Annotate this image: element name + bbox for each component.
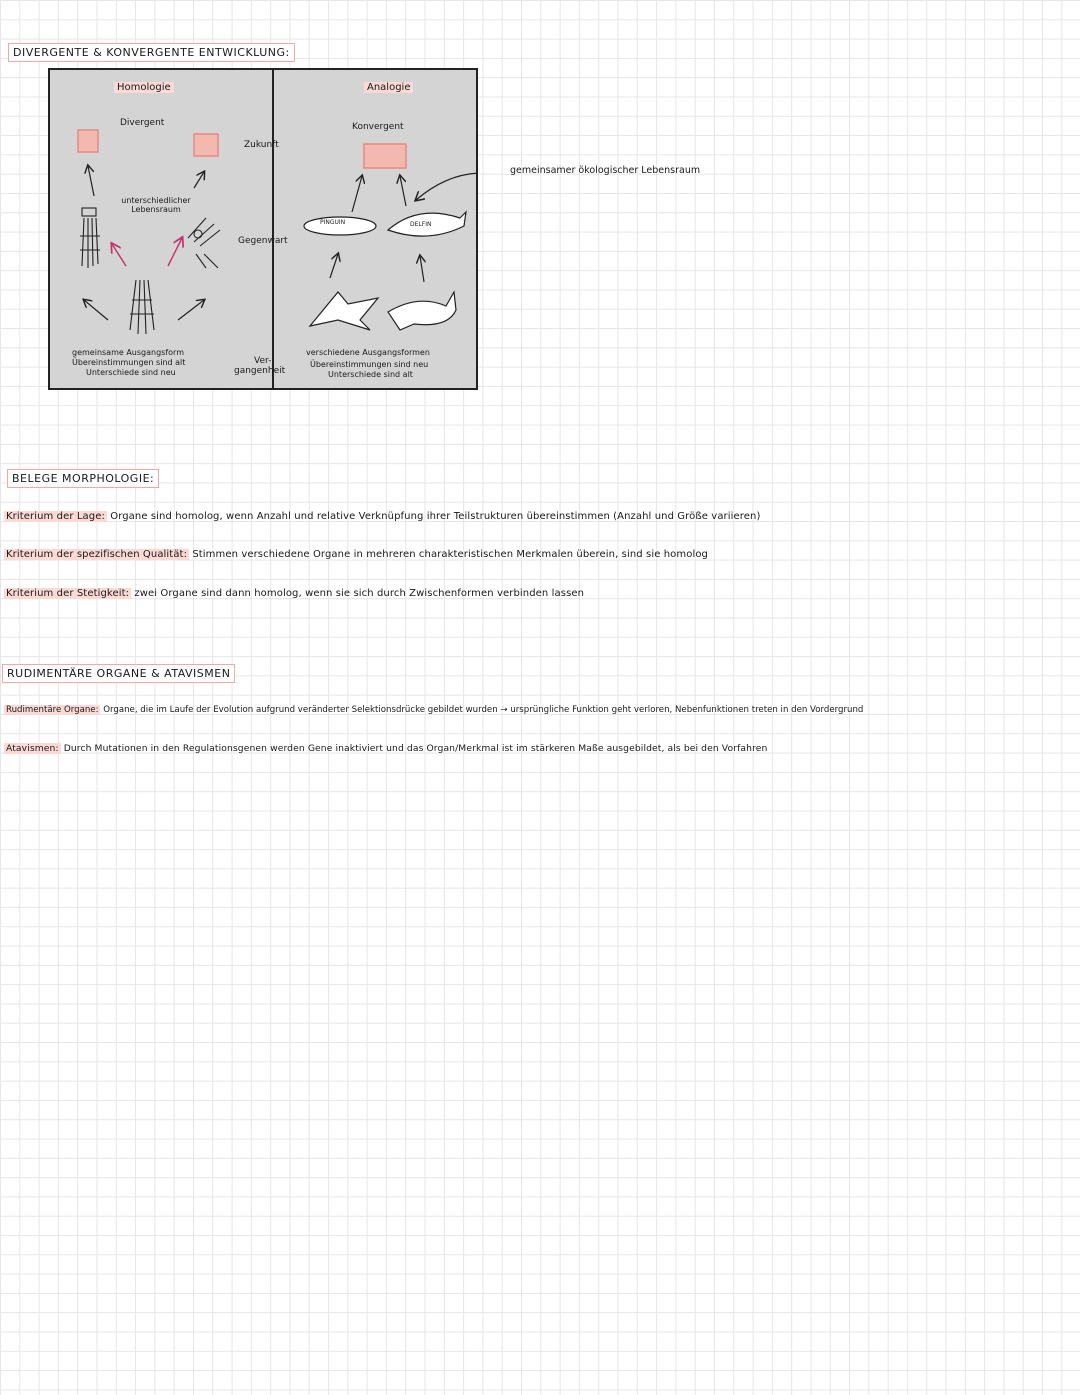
homologie-bottom-3: Unterschiede sind neu — [86, 368, 176, 377]
evolution-diagram — [48, 68, 478, 393]
definition-text: Durch Mutationen in den Regulationsgenen werden Gene inaktiviert und das Organ/Merkmal ist im stärkeren Maße ausgebildet, als bei den Vorfahren — [63, 743, 768, 754]
section-heading-morphologie: BELEGE MORPHOLOGIE: — [7, 469, 159, 488]
diagram-graphics — [48, 68, 478, 393]
arrow-up-left — [88, 166, 94, 196]
arrow-ancestor-right — [420, 256, 424, 282]
arrow-up-right — [194, 172, 204, 188]
section-heading-divergent-convergent: DIVERGENTE & KONVERGENTE ENTWICKLUNG: — [8, 43, 295, 62]
habitat-annotation: gemeinsamer ökologischer Lebensraum — [510, 165, 701, 176]
arrow-delfin-up — [400, 176, 406, 206]
limb-skeleton-right — [188, 218, 220, 268]
definition-line — [4, 705, 863, 715]
section-heading-rudimentaer: RUDIMENTÄRE ORGANE & ATAVISMEN — [2, 664, 235, 683]
pinguin-label: PINGUIN — [320, 219, 346, 226]
future-form-box-analog — [364, 144, 406, 168]
future-form-box-right — [194, 134, 218, 156]
future-form-box-left — [78, 130, 98, 152]
ancestor-reptile-shape — [388, 292, 456, 330]
arrow-habitat — [416, 173, 478, 200]
timeline-zukunft: Zukunft — [244, 140, 279, 150]
analogie-subtitle: Konvergent — [352, 122, 404, 132]
analogie-bottom-1: verschiedene Ausgangsformen — [306, 348, 430, 357]
homologie-title: Homologie — [114, 82, 174, 93]
timeline-gegenwart: Gegenwart — [238, 236, 288, 246]
homologie-subtitle: Divergent — [120, 118, 165, 128]
analogie-bottom-3: Unterschiede sind alt — [328, 370, 413, 379]
pink-arrow-right — [168, 238, 182, 266]
arrow-base-right — [178, 300, 204, 320]
pink-arrow-left — [112, 244, 126, 266]
analogie-title: Analogie — [364, 82, 413, 93]
criterion-line — [4, 588, 584, 599]
homologie-bottom-2: Übereinstimmungen sind alt — [72, 358, 186, 367]
timeline-vergangenheit-2: gangenheit — [234, 366, 286, 376]
criterion-label: Kriterium der Lage: — [6, 511, 105, 522]
criterion-label: Kriterium der Stetigkeit: — [6, 588, 130, 599]
arrow-pinguin-up — [352, 176, 362, 212]
definition-text: Organe, die im Laufe der Evolution aufgrund veränderter Selektionsdrücke gebildet wurden → ursprüngliche Funktion geht verloren, Nebenfunktionen treten in den Vordergrund — [103, 705, 864, 715]
delfin-label: DELFIN — [410, 221, 432, 228]
definition-label: Atavismen: — [6, 743, 59, 754]
homologie-bottom-1: gemeinsame Ausgangsform — [72, 348, 184, 357]
analogie-bottom-2: Übereinstimmungen sind neu — [310, 360, 429, 369]
homologie-middle: unterschiedlicher Lebensraum — [121, 196, 191, 214]
definition-line — [4, 743, 767, 754]
criterion-line — [4, 511, 760, 522]
criterion-text: Organe sind homolog, wenn Anzahl und relative Verknüpfung ihrer Teilstrukturen übereinstimmen (Anzahl und Größe variieren) — [110, 511, 761, 522]
arrow-base-left — [84, 300, 108, 320]
timeline-vergangenheit-1: Ver- — [254, 356, 272, 366]
ancestor-bird-shape — [310, 292, 378, 330]
criterion-text: zwei Organe sind dann homolog, wenn sie sich durch Zwischenformen verbinden lassen — [134, 588, 585, 599]
criterion-line — [4, 549, 708, 560]
definition-label: Rudimentäre Organe: — [6, 705, 99, 715]
criterion-text: Stimmen verschiedene Organe in mehreren charakteristischen Merkmalen überein, sind sie homolog — [192, 549, 709, 560]
criterion-label: Kriterium der spezifischen Qualität: — [6, 549, 188, 560]
limb-skeleton-left — [80, 208, 100, 268]
limb-skeleton-base — [130, 280, 154, 334]
arrow-ancestor-left — [330, 254, 338, 278]
